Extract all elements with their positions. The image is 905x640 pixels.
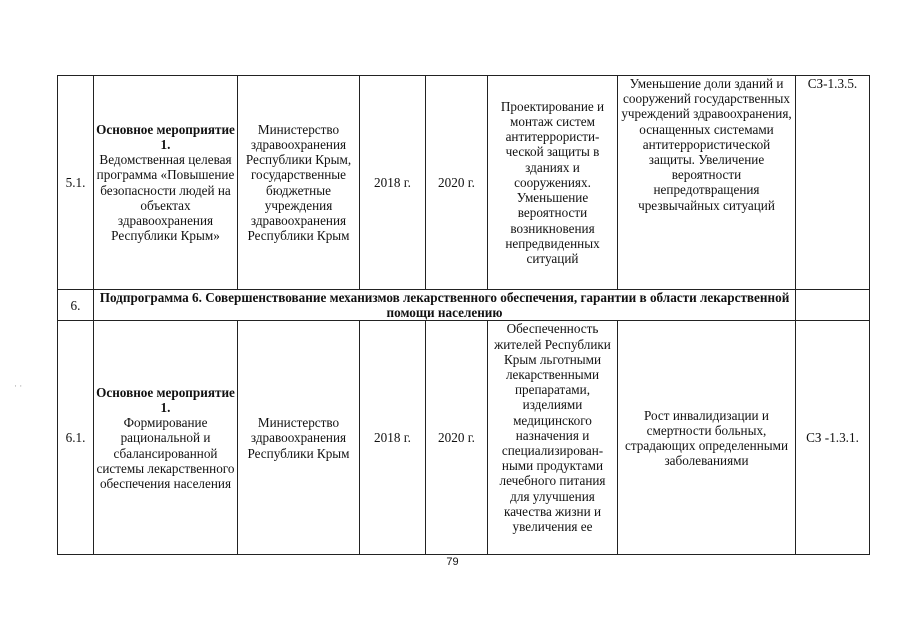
- measure-title-bold: Основное мероприятие 1.: [96, 121, 235, 152]
- start-year: 2018 г.: [360, 321, 426, 555]
- table-row: [58, 290, 870, 321]
- measures-table: [57, 75, 870, 555]
- row-number: 6.: [58, 290, 94, 321]
- measure-title-text: Ведомственная целевая программа «Повышение безопасности людей на объектах здравоохранения Республики Крым»: [96, 152, 235, 244]
- empty-cell: [796, 290, 870, 321]
- indicator-code: СЗ-1.3.5.: [796, 76, 870, 290]
- end-year: 2020 г.: [426, 321, 488, 555]
- non-implementation-consequence: Рост инвалидизации и смертности больных, страдающих определенными заболеваниями: [618, 321, 796, 555]
- scan-noise: · ·: [14, 381, 23, 391]
- measure-title: [94, 321, 238, 555]
- row-number: 6.1.: [58, 321, 94, 555]
- measure-title-bold: Основное мероприятие 1.: [96, 384, 235, 415]
- non-implementation-consequence: Уменьшение доли зданий и сооружений государственных учреждений здравоохранения, оснащенных системами антитеррористической защиты. Увеличение вероятности непредотвращения чрезвычайных ситуаций: [618, 76, 796, 290]
- measure-title-text: Формирование рациональной и сбалансированной системы лекарственного обеспечения населения: [96, 415, 235, 491]
- subprogram-title: Подпрограмма 6. Совершенствование механизмов лекарственного обеспечения, гарантии в области лекарственной помощи населению: [94, 290, 796, 321]
- table-row: [58, 76, 870, 290]
- expected-result: Проектирование и монтаж систем антитеррористи-ческой защиты в зданиях и сооружениях. Уменьшение вероятности возникновения непредвиденных ситуаций: [488, 76, 618, 290]
- executor: Министерство здравоохранения Республики Крым, государственные бюджетные учреждения здравоохранения Республики Крым: [238, 76, 360, 290]
- end-year: 2020 г.: [426, 76, 488, 290]
- page-number: 79: [446, 556, 459, 568]
- executor: Министерство здравоохранения Республики Крым: [238, 321, 360, 555]
- measure-title: [94, 76, 238, 290]
- table-row: [58, 321, 870, 555]
- start-year: 2018 г.: [360, 76, 426, 290]
- expected-result: Обеспеченность жителей Республики Крым льготными лекарственными препаратами, изделиями медицинского назначения и специализирован-ными продуктами лечебного питания для улучшения качества жизни и увеличения ее: [488, 321, 618, 555]
- row-number: 5.1.: [58, 76, 94, 290]
- indicator-code: СЗ -1.3.1.: [796, 321, 870, 555]
